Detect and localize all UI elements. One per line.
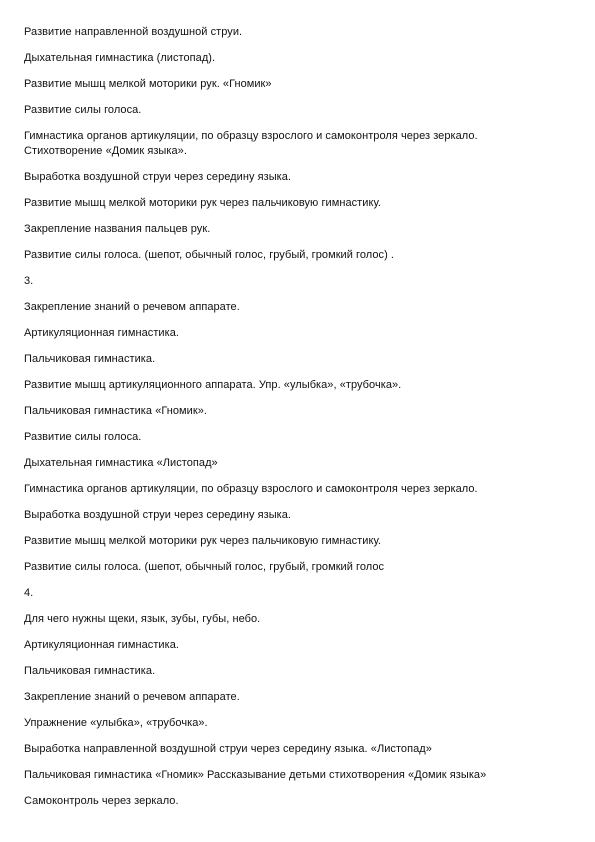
text-line: Развитие силы голоса. [24, 431, 142, 443]
text-line: Развитие силы голоса. [24, 104, 142, 116]
text-line: Дыхательная гимнастика «Листопад» [24, 457, 218, 469]
text-line: Гимнастика органов артикуляции, по образцу взрослого и самоконтроля через зеркало. [24, 483, 478, 495]
text-line: Закрепление названия пальцев рук. [24, 223, 211, 235]
text-line: Выработка воздушной струи через середину языка. [24, 509, 292, 521]
text-line: Развитие мышц артикуляционного аппарата. Упр. «улыбка», «трубочка». [24, 379, 402, 391]
text-line: Развитие мышц мелкой моторики рук. «Гномик» [24, 78, 272, 90]
text-line: Для чего нужны щеки, язык, зубы, губы, небо. [24, 613, 261, 625]
text-line: Закрепление знаний о речевом аппарате. [24, 301, 240, 313]
text-line: Дыхательная гимнастика (листопад). [24, 52, 216, 64]
text-line: Упражнение «улыбка», «трубочка». [24, 717, 208, 729]
text-line: Пальчиковая гимнастика «Гномик» Рассказывание детьми стихотворения «Домик языка» [24, 769, 487, 781]
text-line: Развитие силы голоса. (шепот, обычный голос, грубый, громкий голос) . [24, 249, 395, 261]
text-line: Пальчиковая гимнастика «Гномик». [24, 405, 207, 417]
text-line: Закрепление знаний о речевом аппарате. [24, 691, 240, 703]
text-line: Артикуляционная гимнастика. [24, 639, 179, 651]
text-line: Развитие силы голоса. (шепот, обычный голос, грубый, громкий голос [24, 561, 385, 573]
text-line: Развитие направленной воздушной струи. [24, 26, 243, 38]
text-line: Пальчиковая гимнастика. [24, 665, 156, 677]
text-line: Выработка направленной воздушной струи через середину языка. «Листопад» [24, 743, 432, 755]
text-line: Артикуляционная гимнастика. [24, 327, 179, 339]
text-line: Гимнастика органов артикуляции, по образцу взрослого и самоконтроля через зеркало. [24, 130, 478, 142]
text-line: Выработка воздушной струи через середину языка. [24, 171, 292, 183]
section-number: 3. [24, 275, 34, 287]
text-line: Развитие мышц мелкой моторики рук через пальчиковую гимнастику. [24, 197, 382, 209]
text-line: Стихотворение «Домик языка». [24, 145, 187, 157]
section-number: 4. [24, 587, 34, 599]
text-line: Самоконтроль через зеркало. [24, 795, 179, 807]
text-line: Пальчиковая гимнастика. [24, 353, 156, 365]
text-line: Развитие мышц мелкой моторики рук через пальчиковую гимнастику. [24, 535, 382, 547]
